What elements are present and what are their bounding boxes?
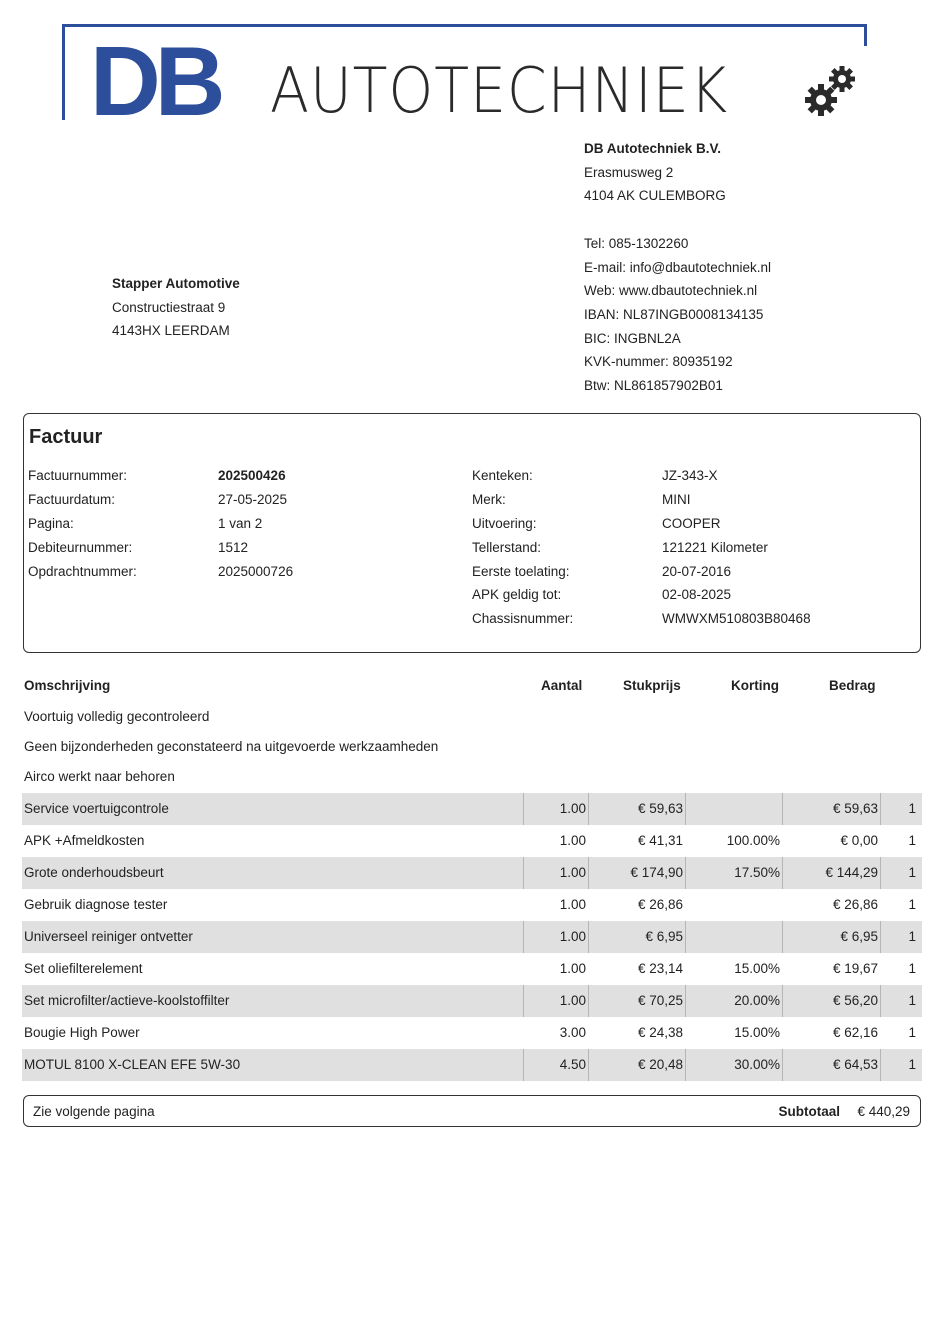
row-count: 1 [880,921,922,953]
row-amount: € 64,53 [782,1049,880,1081]
apk-valid-until: 02-08-2025 [662,587,732,603]
vehicle-label: APK geldig tot: [472,587,562,603]
row-unit-price: € 59,63 [588,793,685,825]
row-count: 1 [908,961,916,976]
row-discount: 15.00% [734,961,780,976]
row-description: Bougie High Power [24,1025,140,1040]
row-quantity: 1.00 [559,833,586,848]
row-quantity: 3.00 [559,1025,586,1040]
invoice-labels-left [28,464,137,583]
continued-note: Zie volgende pagina [33,1104,155,1119]
debtor-number: 1512 [218,539,249,555]
table-row [22,953,922,985]
row-discount: 15.00% [734,1025,780,1040]
remark-line: Voortuig volledig gecontroleerd [24,709,210,724]
company-logo [62,24,872,136]
row-count: 1 [880,793,922,825]
company-email: E-mail: info@dbautotechniek.nl [584,259,772,275]
company-web: Web: www.dbautotechniek.nl [584,283,758,299]
vehicle-label: Uitvoering: [472,515,537,531]
invoice-details-box [23,413,921,653]
table-row [22,1049,922,1081]
vehicle-labels [472,464,573,631]
row-unit-price: € 26,86 [637,897,683,912]
header-description: Omschrijving [24,678,111,693]
row-count: 1 [908,1025,916,1040]
subtotal-box [23,1095,921,1127]
row-description: Grote onderhoudsbeurt [24,865,164,880]
vehicle-label: Eerste toelating: [472,563,570,579]
table-row [22,985,922,1017]
row-description: Universeel reiniger ontvetter [24,929,193,944]
customer-name: Stapper Automotive [112,276,240,291]
row-amount: € 59,63 [782,793,880,825]
vehicle-label: Tellerstand: [472,539,542,555]
row-quantity: 1.00 [523,985,588,1017]
row-unit-price: € 41,31 [637,833,683,848]
table-row [22,793,922,825]
remark-line: Airco werkt naar behoren [24,769,175,784]
company-city: 4104 AK CULEMBORG [584,188,726,204]
invoice-label: Debiteurnummer: [28,539,133,555]
license-plate: JZ-343-X [662,468,718,483]
company-name: DB Autotechniek B.V. [584,141,722,156]
row-unit-price: € 23,14 [637,961,683,976]
logo-name: AUTOTECHNIEK [270,54,729,127]
row-amount: € 56,20 [782,985,880,1017]
table-row [22,857,922,889]
row-discount [685,889,782,921]
company-btw: Btw: NL861857902B01 [584,378,723,394]
row-discount: 17.50% [685,857,782,889]
row-unit-price: € 174,90 [588,857,685,889]
customer-city: 4143HX LEERDAM [112,323,230,339]
row-quantity: 1.00 [523,793,588,825]
vehicle-values [662,464,811,631]
row-discount [685,921,782,953]
customer-address [112,272,240,343]
company-tel: Tel: 085-1302260 [584,235,689,251]
remark-line: Geen bijzonderheden geconstateerd na uitgevoerde werkzaamheden [24,739,439,754]
invoice-date: 27-05-2025 [218,491,288,507]
table-row [22,889,922,921]
invoice-label: Factuurnummer: [28,468,128,483]
vehicle-make: MINI [662,491,691,507]
company-info [584,137,771,398]
row-discount: 20.00% [685,985,782,1017]
company-kvk: KVK-nummer: 80935192 [584,354,733,370]
table-row [22,921,922,953]
odometer: 121221 Kilometer [662,539,768,555]
row-quantity: 1.00 [559,897,586,912]
company-bic: BIC: INGBNL2A [584,330,681,346]
row-count: 1 [880,1049,922,1081]
invoice-label: Opdrachtnummer: [28,563,137,579]
row-unit-price: € 6,95 [588,921,685,953]
chassis-number: WMWXM510803B80468 [662,611,811,627]
row-description: MOTUL 8100 X-CLEAN EFE 5W-30 [24,1057,241,1072]
vehicle-model: COOPER [662,515,721,531]
invoice-title: Factuur [29,426,103,448]
spacer [584,208,771,232]
row-amount: € 6,95 [782,921,880,953]
row-amount: € 26,86 [832,897,878,912]
logo-initials: DB [90,26,220,136]
invoice-label: Factuurdatum: [28,491,116,507]
invoice-lines [22,793,922,1081]
header-unit-price: Stukprijs [623,678,681,693]
header-quantity: Aantal [541,678,583,693]
invoice-values-left [218,464,293,583]
row-quantity: 1.00 [559,961,586,976]
table-row [22,825,922,857]
company-street: Erasmusweg 2 [584,164,674,180]
row-amount: € 19,67 [832,961,878,976]
row-count: 1 [908,833,916,848]
row-count: 1 [908,897,916,912]
row-unit-price: € 20,48 [588,1049,685,1081]
subtotal-value: € 440,29 [857,1104,910,1119]
logo-frame-edge [864,24,867,46]
row-unit-price: € 70,25 [588,985,685,1017]
row-amount: € 0,00 [840,833,878,848]
gears-icon [802,62,862,122]
row-amount: € 144,29 [782,857,880,889]
row-discount: 100.00% [726,833,780,848]
row-description: Service voertuigcontrole [24,801,169,816]
row-quantity: 4.50 [523,1049,588,1081]
subtotal-label: Subtotaal [778,1104,840,1119]
row-quantity: 1.00 [523,857,588,889]
vehicle-label: Kenteken: [472,468,533,483]
row-quantity: 1.00 [523,921,588,953]
row-description: Gebruik diagnose tester [24,897,168,912]
row-amount: € 62,16 [832,1025,878,1040]
row-description: APK +Afmeldkosten [24,833,145,848]
row-unit-price: € 24,38 [637,1025,683,1040]
company-iban: IBAN: NL87INGB0008134135 [584,306,764,322]
order-number: 2025000726 [218,563,294,579]
first-registration: 20-07-2016 [662,563,732,579]
vehicle-label: Chassisnummer: [472,611,574,627]
row-count: 1 [880,985,922,1017]
header-discount: Korting [731,678,779,693]
header-amount: Bedrag [829,678,876,693]
row-description: Set microfilter/actieve-koolstoffilter [24,993,230,1008]
table-row [22,1017,922,1049]
invoice-label: Pagina: [28,515,74,531]
row-discount: 30.00% [685,1049,782,1081]
row-description: Set oliefilterelement [24,961,143,976]
invoice-number: 202500426 [218,468,286,483]
row-discount [685,793,782,825]
invoice-page: 1 van 2 [218,515,263,531]
vehicle-label: Merk: [472,491,506,507]
customer-street: Constructiestraat 9 [112,299,226,315]
row-count: 1 [880,857,922,889]
